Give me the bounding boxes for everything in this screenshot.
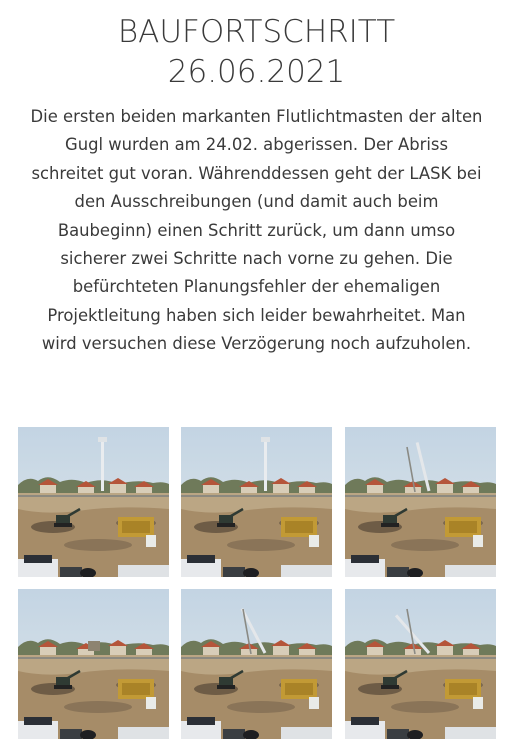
gallery-photo-6[interactable] bbox=[345, 589, 496, 739]
construction-photo bbox=[345, 427, 496, 577]
article-paragraph: Die ersten beiden markanten Flutlichtmasten der alten Gugl wurden am 24.02. abgerissen. Der Abriss schreitet gut voran. Währenddessen geht der LASK bei den Ausschreibungen (und damit auch beim Baubeginn) einen Schritt zurück, um dann umso sicherer zwei Schritte nach vorne zu gehen. Die befürchteten Planungsfehler der ehemaligen Projektleitung haben sich leider bewahrheitet. Man wird versuchen diese Verzögerung noch aufzuholen. bbox=[30, 107, 483, 354]
gallery-photo-2[interactable] bbox=[181, 427, 332, 577]
construction-photo bbox=[181, 589, 332, 739]
gallery-photo-5[interactable] bbox=[181, 589, 332, 739]
gallery-photo-4[interactable] bbox=[18, 589, 169, 739]
gallery-photo-3[interactable] bbox=[345, 427, 496, 577]
gallery-photo-1[interactable] bbox=[18, 427, 169, 577]
page-title bbox=[0, 12, 513, 92]
construction-photo bbox=[181, 427, 332, 577]
page-title-line-1: BAUFORTSCHRITT bbox=[117, 14, 396, 50]
photo-gallery bbox=[18, 427, 496, 739]
construction-photo bbox=[345, 589, 496, 739]
construction-photo bbox=[18, 427, 169, 577]
page-title-date: 26.06.2021 bbox=[167, 54, 346, 90]
construction-photo bbox=[18, 589, 169, 739]
